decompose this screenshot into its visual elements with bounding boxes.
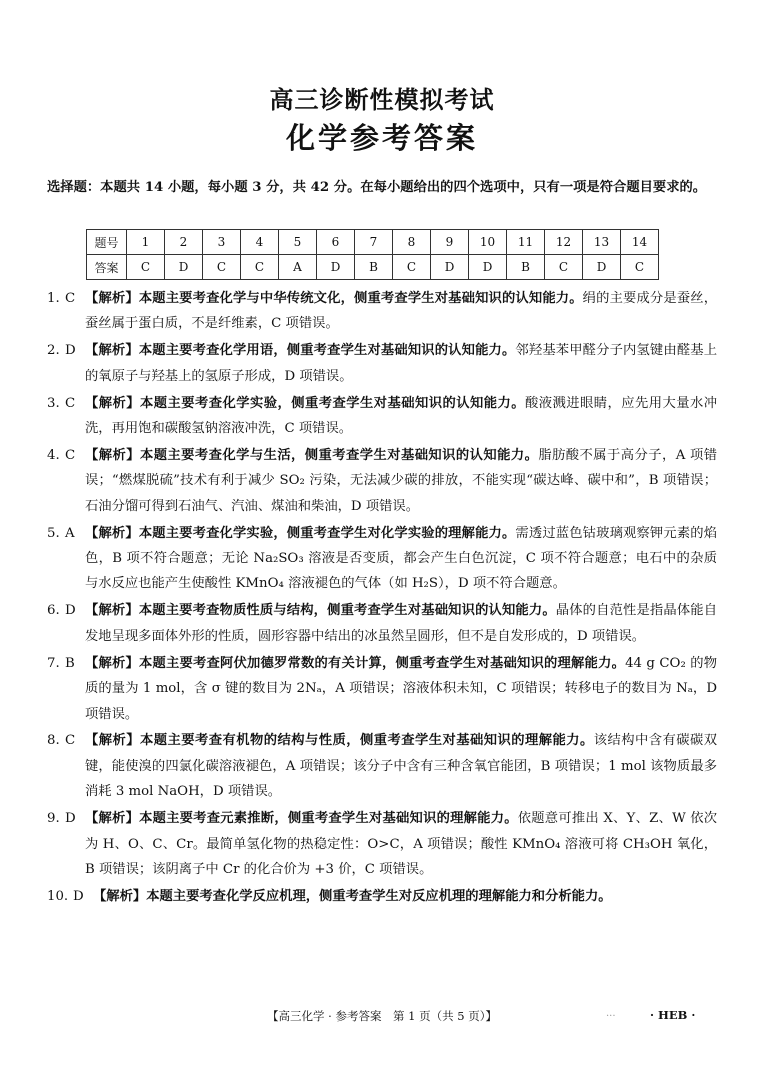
answer-letter: C [65, 291, 76, 306]
question-number-cell: 6 [317, 230, 355, 255]
answer-letter: B [65, 655, 75, 671]
question-number-cell: 9 [431, 230, 469, 255]
question-number: 7. [47, 655, 60, 671]
question-number-cell: 12 [545, 230, 583, 255]
question-number-cell: 3 [203, 230, 241, 255]
explanation-text: 酸液溅进眼睛，应先用大量水冲洗，再用饱和碳酸氢钠溶液冲洗，C 项错误。 [85, 395, 718, 437]
answer-cell: C [203, 255, 241, 280]
answer-letter: A [65, 525, 75, 541]
explanation-text: 依题意可推出 X、Y、Z、W 依次为 H、O、C、Cr。最简单氢化物的热稳定性：O>C，A 项错误；酸性 KMnO₄ 溶液可将 CH₃OH 氧化，B 项错误；该阴离子中 Cr 的化合价为 +3 价，C 项错误。 [85, 811, 718, 877]
footer-mark: · HEB · [650, 1008, 696, 1022]
answer-cell: A [279, 255, 317, 280]
answer-letter: D [65, 603, 76, 619]
analysis-tag: 【解析】 [85, 733, 140, 749]
question-number-cell: 4 [241, 230, 279, 255]
answer-cell: C [241, 255, 279, 280]
explanation-body [85, 338, 717, 389]
explanation-body [85, 728, 717, 804]
answer-letter: C [65, 733, 76, 749]
explanation-item [47, 651, 717, 727]
explanation-text: 绢的主要成分是蚕丝，蚕丝属于蛋白质，不是纤维素，C 项错误。 [85, 291, 718, 332]
explanation-body [85, 391, 717, 442]
question-number: 9. [47, 811, 60, 827]
answer-table [86, 229, 659, 280]
explanation-item [47, 806, 717, 882]
answer-cell: C [545, 255, 583, 280]
answer-cell: D [583, 255, 621, 280]
explanation-lead: 本题主要考查化学实验，侧重考查学生对基础知识的认知能力。 [140, 395, 525, 411]
question-number: 5. [47, 525, 60, 541]
answer-cell: C [393, 255, 431, 280]
analysis-tag: 【解析】 [85, 603, 139, 619]
explanation-item [47, 338, 717, 389]
explanation-body [85, 443, 717, 519]
explanation-body [85, 286, 717, 337]
analysis-tag: 【解析】 [93, 888, 147, 904]
section-intro: 选择题：本题共 14 小题，每小题 3 分，共 42 分。在每小题给出的四个选项中，只有一项是符合题目要求的。 [47, 180, 707, 195]
explanation-item [47, 443, 717, 519]
question-number-cell: 11 [507, 230, 545, 255]
explanation-body [85, 651, 717, 727]
explanation-lead: 本题主要考查化学实验，侧重考查学生对化学实验的理解能力。 [138, 525, 516, 541]
answer-cell: C [127, 255, 165, 280]
explanation-text: 该结构中含有碳碳双键，能使溴的四氯化碳溶液褪色，A 项错误；该分子中含有三种含氧官能团，B 项错误；1 mol 该物质最多消耗 3 mol NaOH，D 项错误。 [85, 733, 718, 800]
analysis-tag: 【解析】 [85, 811, 140, 827]
analysis-tag: 【解析】 [85, 395, 140, 411]
explanation-lead: 本题主要考查阿伏加德罗常数的有关计算，侧重考查学生对基础知识的理解能力。 [139, 655, 626, 671]
explanation-lead: 本题主要考查化学与中华传统文化，侧重考查学生对基础知识的认知能力。 [138, 291, 583, 306]
page-subtitle: 化学参考答案 [285, 121, 478, 155]
answer-table-number-row [87, 230, 659, 255]
explanation-text: 需透过蓝色钴玻璃观察钾元素的焰色，B 项不符合题意；无论 Na₂SO₃ 溶液是否变质，都会产生白色沉淀，C 项不符合题意；电石中的杂质与水反应也能产生使酸性 KMnO₄ 溶液褪色的气体（如 H₂S），D 项不符合题意。 [85, 525, 718, 592]
explanation-lead: 本题主要考查化学用语，侧重考查学生对基础知识的认知能力。 [138, 343, 516, 359]
page-title: 高三诊断性模拟考试 [269, 86, 495, 114]
explanation-lead: 本题主要考查化学与生活，侧重考查学生对基础知识的认知能力。 [139, 447, 539, 463]
answer-cell: D [469, 255, 507, 280]
explanation-item [47, 521, 717, 597]
answer-cell: B [507, 255, 545, 280]
explanation-list [47, 286, 717, 911]
explanation-body [85, 806, 717, 882]
explanation-body [93, 884, 717, 909]
answer-letter: D [73, 888, 84, 904]
answer-letter: C [65, 395, 76, 411]
answer-letter: D [65, 811, 76, 827]
answer-table-number-header: 题号 [87, 230, 127, 255]
explanation-text: 44 g CO₂ 的物质的量为 1 mol，含 σ 键的数目为 2Nₐ，A 项错误；溶液体积未知，C 项错误；转移电子的数目为 Nₐ，D 项错误。 [85, 655, 718, 722]
question-number: 3. [47, 395, 60, 411]
question-number-cell: 10 [469, 230, 507, 255]
explanation-item [47, 728, 717, 804]
footer-dots: ... [606, 1008, 616, 1019]
answer-cell: D [165, 255, 203, 280]
answer-letter: C [65, 447, 76, 463]
answer-table-answer-header: 答案 [87, 255, 127, 280]
question-number-cell: 14 [621, 230, 659, 255]
explanation-lead: 本题主要考查元素推断，侧重考查学生对基础知识的理解能力。 [139, 811, 518, 827]
question-number-cell: 7 [355, 230, 393, 255]
explanation-item [47, 884, 717, 909]
answer-cell: D [317, 255, 355, 280]
explanation-item [47, 286, 717, 337]
analysis-tag: 【解析】 [85, 343, 139, 359]
explanation-item [47, 598, 717, 649]
question-number-cell: 8 [393, 230, 431, 255]
question-number: 2. [47, 343, 60, 359]
analysis-tag: 【解析】 [85, 447, 140, 463]
answer-cell: D [431, 255, 469, 280]
explanation-item [47, 391, 717, 442]
analysis-tag: 【解析】 [85, 291, 139, 306]
explanation-lead: 本题主要考查化学反应机理，侧重考查学生对反应机理的理解能力和分析能力。 [146, 888, 612, 904]
question-number: 10. [47, 888, 69, 904]
question-number-cell: 2 [165, 230, 203, 255]
question-number: 1. [47, 291, 60, 306]
question-number: 6. [47, 603, 60, 619]
explanation-text: 脂肪酸不属于高分子，A 项错误；“燃煤脱硫”技术有利于减少 SO₂ 污染，无法减少碳的排放，不能实现“碳达峰、碳中和”，B 项错误；石油分馏可得到石油气、汽油、煤油和柴油，D 项错误。 [85, 447, 717, 514]
question-number-cell: 5 [279, 230, 317, 255]
answer-cell: C [621, 255, 659, 280]
answer-cell: B [355, 255, 393, 280]
explanation-body [85, 521, 717, 597]
explanation-lead: 本题主要考查有机物的结构与性质，侧重考查学生对基础知识的理解能力。 [140, 733, 594, 749]
question-number: 4. [47, 447, 60, 463]
explanation-body [85, 598, 717, 649]
analysis-tag: 【解析】 [85, 655, 140, 671]
answer-table-answer-row [87, 255, 659, 280]
question-number: 8. [47, 733, 60, 749]
explanation-lead: 本题主要考查物质性质与结构，侧重考查学生对基础知识的认知能力。 [138, 603, 556, 619]
question-number-cell: 1 [127, 230, 165, 255]
explanation-text: 晶体的自范性是指晶体能自发地呈现多面体外形的性质，圆形容器中结出的冰虽然呈圆形，但不是自发形成的，D 项错误。 [85, 603, 718, 644]
explanation-text: 邻羟基苯甲醛分子内氢键由醛基上的氧原子与羟基上的氢原子形成，D 项错误。 [85, 343, 718, 384]
question-number-cell: 13 [583, 230, 621, 255]
page-footer: 【高三化学 · 参考答案 第 1 页（共 5 页）】 [267, 1009, 497, 1023]
answer-letter: D [65, 343, 76, 359]
analysis-tag: 【解析】 [85, 525, 139, 541]
